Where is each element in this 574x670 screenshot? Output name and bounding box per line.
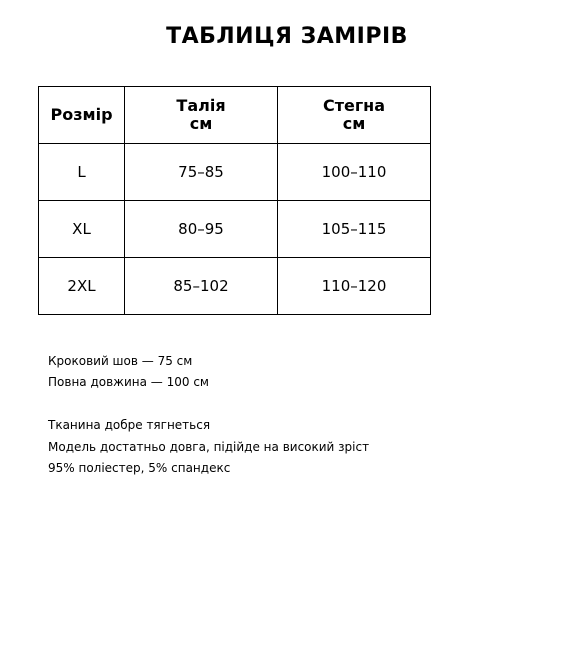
table-row (39, 258, 431, 315)
size-table (38, 86, 431, 315)
note-composition: 95% поліестер, 5% спандекс (48, 461, 231, 475)
cell-hips: 110–120 (278, 258, 431, 315)
header-size: Розмір (39, 87, 125, 144)
cell-hips: 100–110 (278, 144, 431, 201)
cell-hips: 105–115 (278, 201, 431, 258)
note-fit: Модель достатньо довга, підійде на високий зріст (48, 440, 370, 454)
table-header-row (39, 87, 431, 144)
cell-size: XL (39, 201, 125, 258)
cell-size: L (39, 144, 125, 201)
cell-waist: 75–85 (125, 144, 278, 201)
note-stretch: Тканина добре тягнеться (48, 418, 211, 432)
note-length: Повна довжина — 100 см (48, 375, 209, 389)
page-title: ТАБЛИЦЯ ЗАМІРІВ (166, 24, 408, 49)
table-row (39, 144, 431, 201)
table-row (39, 201, 431, 258)
cell-waist: 85–102 (125, 258, 278, 315)
cell-size: 2XL (39, 258, 125, 315)
cell-waist: 80–95 (125, 201, 278, 258)
header-hips: Стегна см (278, 87, 431, 144)
header-waist: Талія см (125, 87, 278, 144)
note-inseam: Кроковий шов — 75 см (48, 354, 193, 368)
